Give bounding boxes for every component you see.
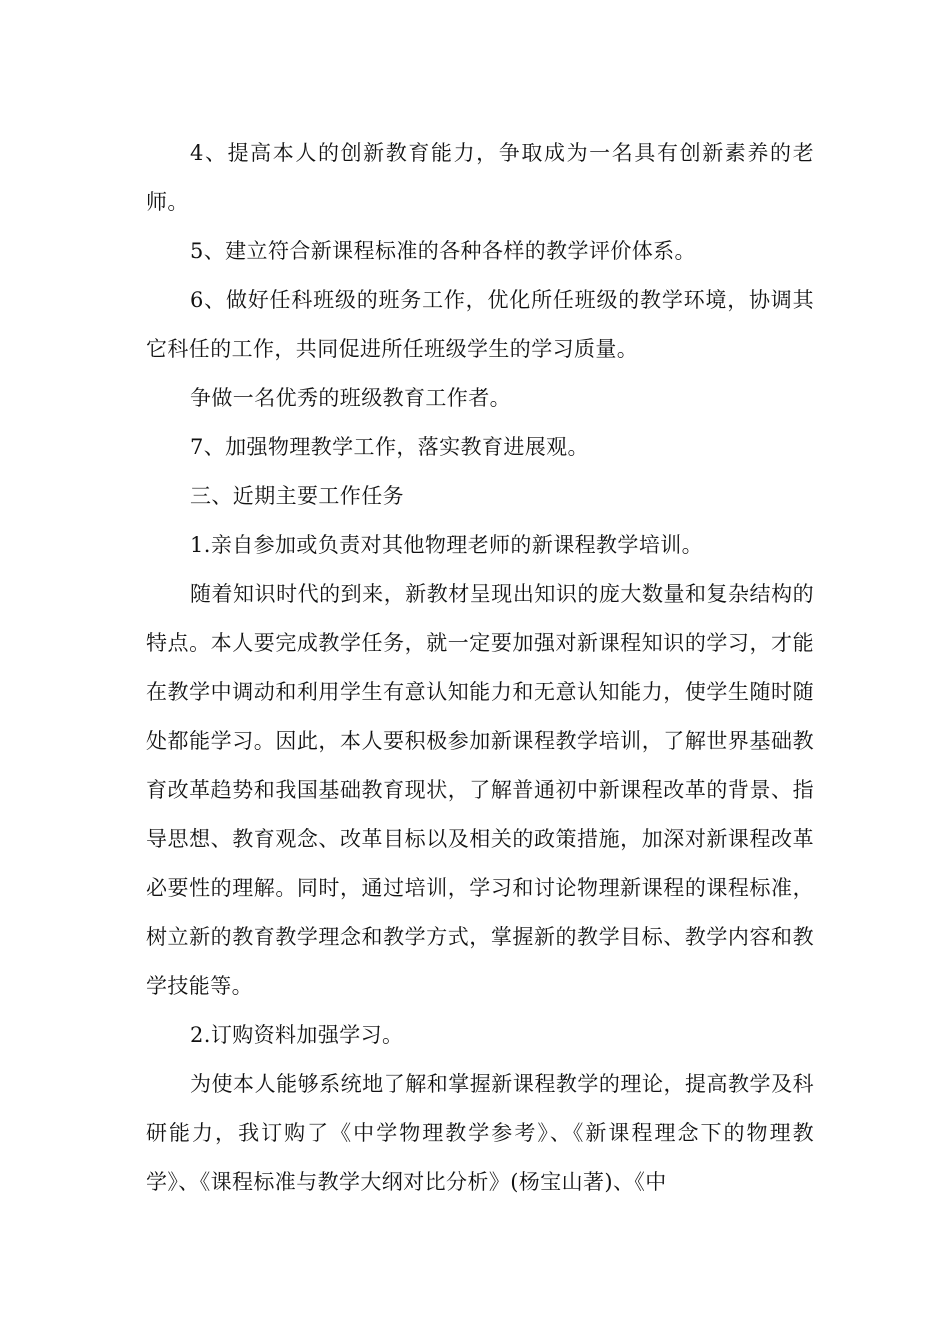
paragraph-item-5: 5、建立符合新课程标准的各种各样的教学评价体系。: [190, 239, 696, 263]
paragraph-training-body: 随着知识时代的到来，新教材呈现出知识的庞大数量和复杂结构的特点。本人要完成教学任务，就一定要加强对新课程知识的学习，才能在教学中调动和利用学生有意认知能力和无意认知能力，使学生随时随处都能学习。因此，本人要积极参加新课程教学培训，了解世界基础教育改革趋势和我国基础教育现状，了解普通初中新课程改革的背景、指导思想、教育观念、改革目标以及相关的政策措施，加深对新课程改革必要性的理解。同时，通过培训，学习和讨论物理新课程的课程标准，树立新的教育教学理念和教学方式，掌握新的教学目标、教学内容和教学技能等。: [146, 582, 814, 998]
subheading-training: 1.亲自参加或负责对其他物理老师的新课程教学培训。: [190, 533, 704, 557]
paragraph-item-6: 6、做好任科班级的班务工作，优化所任班级的教学环境，协调其它科任的工作，共同促进所任班级学生的学习质量。: [146, 288, 814, 361]
paragraph-item-7: 7、加强物理教学工作，落实教育进展观。: [190, 435, 589, 459]
subheading-materials: 2.订购资料加强学习。: [190, 1023, 404, 1047]
paragraph-item-4: 4、提高本人的创新教育能力，争取成为一名具有创新素养的老师。: [146, 141, 814, 214]
document-body: [146, 129, 814, 1207]
paragraph-materials-body: 为使本人能够系统地了解和掌握新课程教学的理论，提高教学及科研能力，我订购了《中学物理教学参考》、《新课程理念下的物理教学》、《课程标准与教学大纲对比分析》(杨宝山著)、《中: [146, 1072, 814, 1194]
paragraph-class-worker: 争做一名优秀的班级教育工作者。: [190, 386, 511, 410]
section-heading-3: 三、近期主要工作任务: [190, 484, 404, 508]
